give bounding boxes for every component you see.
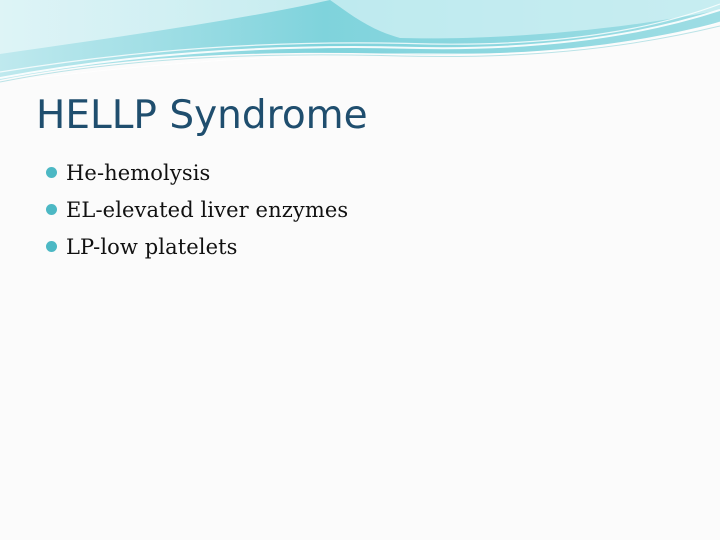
slide-title: HELLP Syndrome [36,93,368,138]
bullet-list [46,154,348,265]
bullet-dot-icon [46,167,57,178]
list-item [46,228,348,265]
list-item [46,191,348,228]
header-wave-decoration [0,0,720,90]
bullet-text: He-hemolysis [66,160,211,185]
bullet-dot-icon [46,241,57,252]
list-item [46,154,348,191]
bullet-text: EL-elevated liver enzymes [66,197,349,222]
bullet-dot-icon [46,204,57,215]
bullet-text: LP-low platelets [66,234,238,259]
